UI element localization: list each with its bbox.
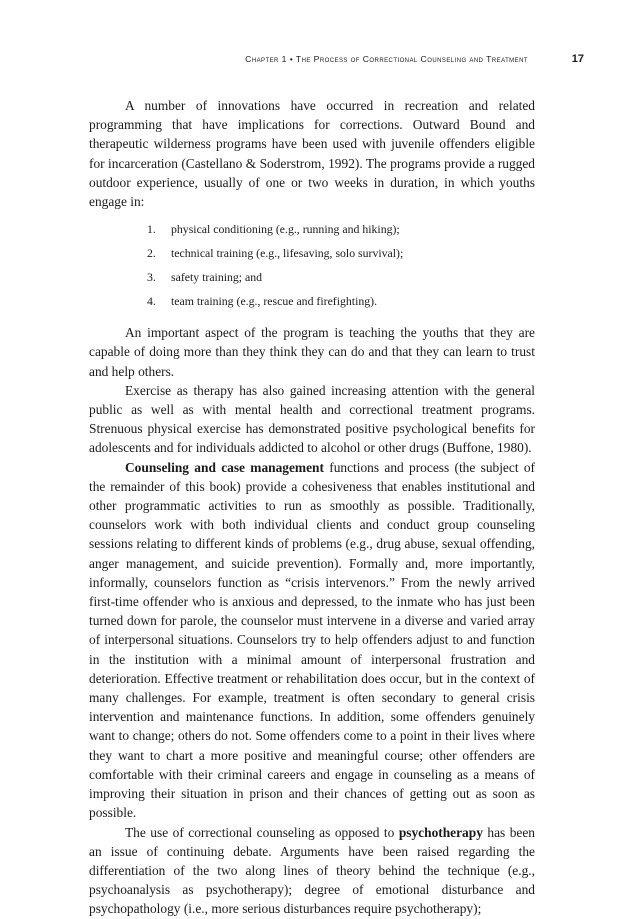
paragraph-psychotherapy-start: The use of correctional counseling as opposed to bbox=[125, 824, 399, 840]
list-item-number: 2. bbox=[147, 246, 156, 261]
list-item-number: 4. bbox=[147, 294, 156, 309]
list-item-text: team training (e.g., rescue and firefighting). bbox=[171, 294, 378, 309]
list-item-text: safety training; and bbox=[171, 270, 263, 285]
paragraph-counseling-text: functions and process (the subject of the remainder of this book) provide a cohesiveness that enables institutional and other programmatic activities to run as smoothly as possible. Traditionally, counselors work with both individual clients and conduct group counseling sessions relating to different kinds of problems (e.g., drug abuse, sexual offending, anger management, and suicide prevention). Formally and, more importantly, informally, counselors function as “crisis intervenors.” From the newly arrived first-time offender who is anxious and depressed, to the inmate who has just been turned down for parole, the counselor must intervene in a diverse and varied array of interpersonal situations. Counselors try to help offenders adjust to and function in the institution with a minimal amount of interpersonal frustration and deterioration. Effective treatment or rehabilitation does occur, but in the context of many challenges. For example, treatment is often secondary to general crisis intervention and maintenance functions. In addition, some offenders genuinely want to change; others do not. Some offenders come to a point in their lives where they want to chart a more positive and meaningful course; other offenders are comfortable with their criminal careers and engage in counseling as a means of improving their situation in prison and their chances of getting out as soon as possible. bbox=[89, 459, 535, 821]
list-item bbox=[89, 265, 535, 289]
page-header bbox=[0, 54, 638, 68]
running-head: Chapter 1 • The Process of Correctional Counseling and Treatment bbox=[245, 54, 528, 64]
list-item bbox=[89, 217, 535, 241]
paragraph-psychotherapy-text: has been an issue of continuing debate. Arguments have been raised regarding the differentiation of the two along lines of theory behind the technique (e.g., psychoanalysis as psychotherapy); degree of emotional disturbance and psychopathology (i.e., more serious disturbances require psychotherapy); bbox=[89, 824, 535, 917]
term-counseling-case-management: Counseling and case management bbox=[125, 459, 324, 475]
list-item bbox=[89, 289, 535, 313]
list-item bbox=[89, 241, 535, 265]
paragraph-innovations: A number of innovations have occurred in recreation and related programming that have implications for corrections. Outward Bound and therapeutic wilderness programs have been used with juvenile offenders eligible for incarceration (Castellano & Soderstrom, 1992). The programs provide a rugged outdoor experience, usually of one or two weeks in duration, in which youths engage in: bbox=[89, 98, 535, 210]
list-item-text: technical training (e.g., lifesaving, solo survival); bbox=[171, 246, 404, 261]
list-item-number: 1. bbox=[147, 222, 156, 237]
paragraph-counseling bbox=[89, 458, 535, 823]
paragraph-program-aspect: An important aspect of the program is teaching the youths that they are capable of doing more than they think they can do and that they can learn to trust and help others. bbox=[89, 325, 535, 379]
list-item-number: 3. bbox=[147, 270, 156, 285]
page-number: 17 bbox=[571, 53, 584, 65]
activity-list bbox=[89, 217, 535, 313]
body-text bbox=[89, 96, 535, 919]
paragraph-exercise-therapy: Exercise as therapy has also gained increasing attention with the general public as well as with mental health and correctional treatment programs. Strenuous physical exercise has demonstrated positive psychological benefits for adolescents and for individuals addicted to alcohol or other drugs (Buffone, 1980). bbox=[89, 382, 535, 456]
list-item-text: physical conditioning (e.g., running and hiking); bbox=[171, 222, 400, 237]
paragraph-psychotherapy bbox=[89, 823, 535, 919]
term-psychotherapy: psychotherapy bbox=[398, 824, 483, 840]
